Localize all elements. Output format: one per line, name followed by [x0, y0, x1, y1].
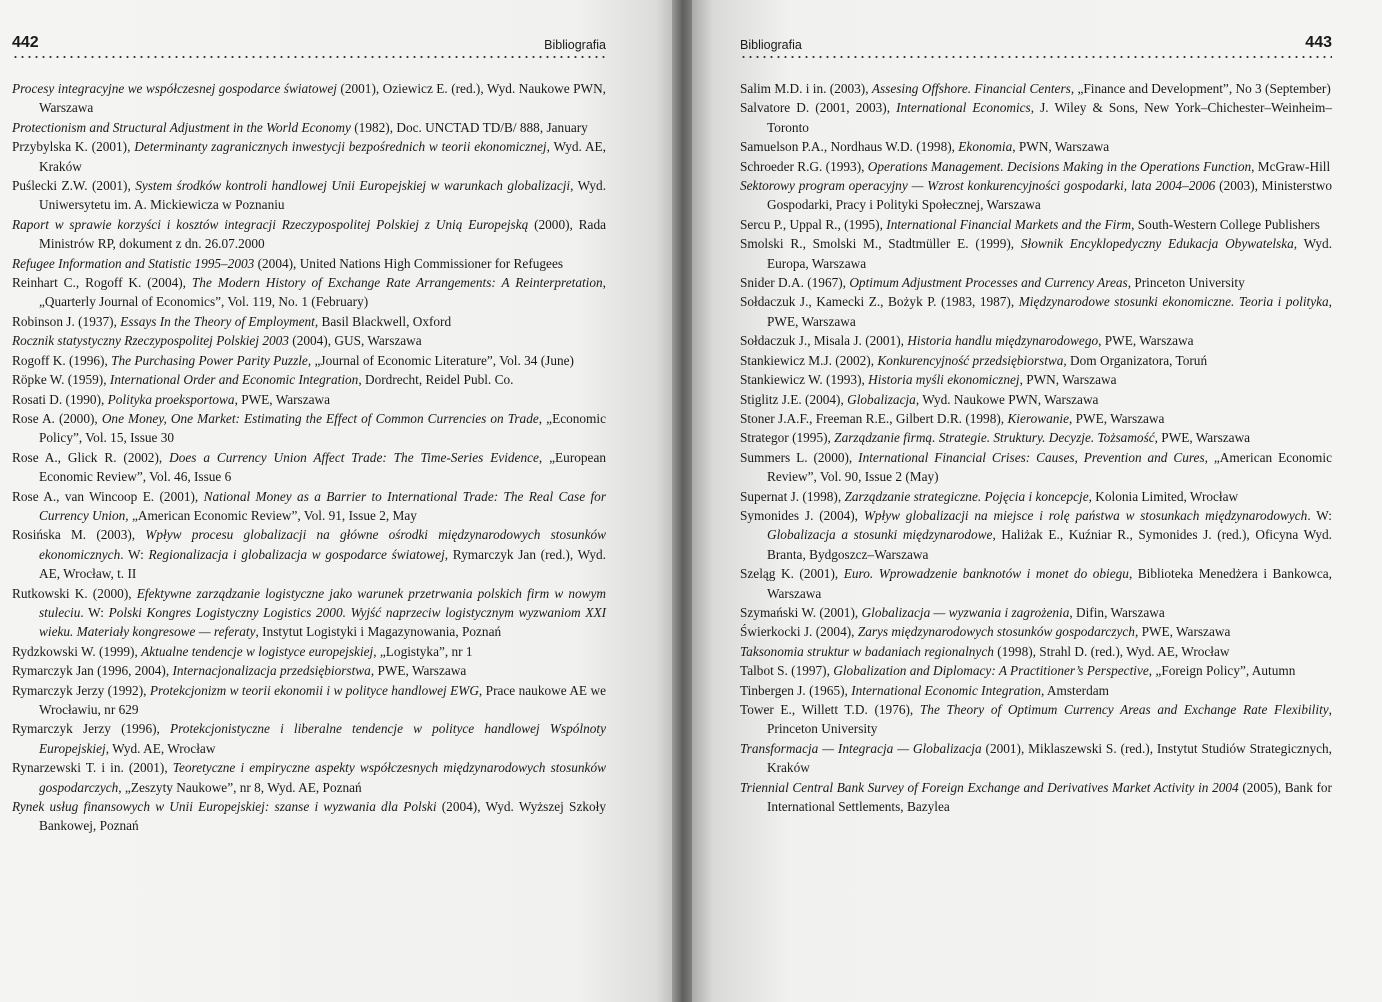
left-page-number: 442	[12, 34, 39, 51]
bibliography-entry	[740, 234, 1332, 273]
bibliography-entry	[12, 642, 606, 661]
bibliography-entry	[740, 79, 1332, 98]
entry-text: , „Zeszyty Naukowe”, nr 8, Wyd. AE, Poznań	[118, 779, 362, 795]
entry-title: Zarządzanie strategiczne. Pojęcia i koncepcje	[844, 488, 1089, 504]
entry-title: Assesing Offshore. Financial Centers	[871, 81, 1071, 96]
entry-text: Rymarczyk Jan (1996, 2004),	[12, 663, 173, 679]
entry-text: Tinbergen J. (1965),	[740, 682, 852, 698]
entry-title: Globalizacja a stosunki międzynarodowe	[767, 527, 993, 543]
entry-text: , PWE, Warszawa	[1154, 430, 1251, 446]
bibliography-entry	[740, 176, 1332, 215]
entry-text: , Wyd. Uniwersytetu im. A. Mickiewicza w Poznaniu	[39, 178, 607, 213]
entry-title: Rocznik statystyczny Rzeczypospolitej Polskiej 2003	[12, 333, 289, 349]
entry-title: National Money as a Barrier to International Trade: The Real Case for Currency Union	[39, 488, 606, 523]
entry-text: , „American Economic Review”, Vol. 91, Issue 2, May	[125, 507, 417, 523]
entry-text: Sercu P., Uppal R., (1995),	[740, 216, 887, 232]
entry-text: Rogoff K. (1996),	[12, 352, 112, 368]
bibliography-entry	[12, 797, 606, 836]
entry-title: International Economic Integration	[851, 682, 1042, 698]
entry-text: Talbot S. (1997),	[740, 663, 834, 679]
entry-text: , „Finance and Development”, No 3 (September)	[1070, 81, 1331, 96]
entry-title: Polski Kongres Logistyczny Logistics 2000. Wyjść naprzeciw logistycznym wyzwaniom XXI wieku. Materiały kongresowe — referaty	[39, 604, 606, 640]
right-page	[692, 0, 1382, 1002]
bibliography-entry	[12, 351, 606, 370]
bibliography-entry	[740, 661, 1332, 680]
entry-text: , Prace naukowe AE we Wrocławiu, nr 629	[39, 682, 606, 717]
entry-text: Sołdaczuk J., Kamecki Z., Bożyk P. (1983, 1987),	[740, 294, 1019, 310]
entry-title: Aktualne tendencje w logistyce europejskiej	[141, 643, 374, 659]
entry-text: . W:	[80, 604, 109, 620]
entry-text: , Basil Blackwell, Oxford	[314, 313, 452, 329]
bibliography-entry	[12, 719, 606, 758]
entry-title: Globalizacja	[847, 391, 916, 407]
entry-title: Protectionism and Structural Adjustment in the World Economy	[12, 119, 351, 135]
entry-text: , „Logistyka”, nr 1	[373, 643, 473, 659]
left-page-header	[12, 30, 606, 52]
entry-text: , Kolonia Limited, Wrocław	[1088, 488, 1239, 504]
entry-text: Snider D.A. (1967),	[740, 275, 850, 291]
entry-text: , J. Wiley & Sons, New York–Chichester–Weinheim–Toronto	[767, 100, 1332, 135]
entry-title: Zarządzanie firmą. Strategie. Struktury. Decyzje. Tożsamość	[834, 430, 1155, 446]
entry-text: , South-Western College Publishers	[1131, 216, 1320, 232]
entry-text: , PWE, Warszawa	[234, 391, 330, 407]
bibliography-entry	[12, 312, 606, 331]
entry-text: , PWN, Warszawa	[1012, 139, 1110, 155]
entry-title: Historia myśli ekonomicznej	[868, 372, 1020, 388]
entry-title: Transformacja — Integracja — Globalizacja	[740, 740, 982, 756]
bibliography-entry	[740, 351, 1332, 370]
bibliography-entry	[740, 642, 1332, 661]
entry-title: Kierowanie	[1007, 410, 1069, 426]
entry-title: Konkurencyjność przedsiębiorstwa	[877, 352, 1064, 368]
entry-title: Globalization and Diplomacy: A Practitioner’s Perspective	[833, 663, 1149, 679]
bibliography-entry	[12, 215, 606, 254]
bibliography-entry	[12, 487, 606, 526]
entry-text: , McGraw-Hill	[1251, 158, 1331, 174]
left-running-head: Bibliografia	[544, 38, 606, 52]
entry-text: Rose A. (2000),	[12, 410, 102, 426]
entry-text: (2004), United Nations High Commissioner for Refugees	[254, 255, 564, 271]
entry-title: Essays In the Theory of Employment	[120, 313, 315, 329]
entry-title: Raport w sprawie korzyści i kosztów integracji Rzeczypospolitej Polskiej z Unią Europejską	[12, 216, 529, 232]
entry-text: , „Quarterly Journal of Economics”, Vol. 119, No. 1 (February)	[39, 275, 606, 310]
entry-text: , Biblioteka Menedżera i Bankowca, Warszawa	[767, 566, 1332, 601]
entry-text: Rynarzewski T. i in. (2001),	[12, 760, 173, 776]
entry-title: Protekcjonizm w teorii ekonomii i w polityce handlowej EWG	[149, 682, 479, 698]
bibliography-entry	[12, 758, 606, 797]
entry-title: Does a Currency Union Affect Trade: The Time-Series Evidence	[169, 449, 539, 465]
entry-text: Rose A., Glick R. (2002),	[12, 449, 170, 465]
right-page-header	[740, 30, 1332, 52]
entry-title: Zarys międzynarodowych stosunków gospodarczych	[857, 624, 1135, 640]
entry-title: The Modern History of Exchange Rate Arrangements: A Reinterpretation	[191, 275, 603, 291]
entry-text: , Haliżak E., Kuźniar R., Symonides J. (red.), Oficyna Wyd. Branta, Bydgoszcz–Warszawa	[767, 527, 1332, 562]
bibliography-entry	[12, 254, 606, 273]
entry-title: The Theory of Optimum Currency Areas and Exchange Rate Flexibility	[919, 702, 1329, 717]
bibliography-entry	[740, 448, 1332, 487]
bibliography-entry	[740, 370, 1332, 389]
bibliography-entry	[740, 390, 1332, 409]
entry-title: International Financial Crises: Causes, Prevention and Cures	[858, 449, 1205, 465]
entry-text: Puślecki Z.W. (2001),	[12, 178, 136, 194]
entry-text: Świerkocki J. (2004),	[740, 624, 858, 640]
bibliography-entry	[740, 564, 1332, 603]
entry-text: , PWE, Warszawa	[1134, 624, 1231, 640]
entry-text: (2004), Wyd. Wyższej Szkoły Bankowej, Poznań	[39, 799, 606, 834]
right-page-number: 443	[1305, 34, 1332, 51]
bibliography-entry	[740, 428, 1332, 447]
entry-text: Robinson J. (1937),	[12, 313, 121, 329]
entry-text: Stiglitz J.E. (2004),	[740, 391, 848, 407]
bibliography-entry	[12, 137, 606, 176]
entry-title: Efektywne zarządzanie logistyczne jako warunek przetrwania polskich firm w nowym stuleciu	[39, 585, 606, 620]
bibliography-entry	[12, 661, 606, 680]
entry-title: Euro. Wprowadzenie banknotów i monet do obiegu	[843, 566, 1129, 582]
entry-title: Internacjonalizacja przedsiębiorstwa	[172, 663, 371, 679]
bibliography-entry	[12, 176, 606, 215]
entry-text: , Amsterdam	[1041, 682, 1109, 698]
entry-title: Operations Management. Decisions Making in the Operations Function	[867, 158, 1252, 174]
left-dotted-rule	[12, 55, 606, 59]
bibliography-entry	[12, 273, 606, 312]
bibliography-entry	[740, 700, 1332, 739]
entry-text: Smolski R., Smolski M., Stadtmüller E. (1999),	[740, 236, 1021, 252]
entry-text: , „American Economic Review”, Vol. 90, Issue 2 (May)	[767, 449, 1332, 485]
bibliography-entry	[740, 409, 1332, 428]
bibliography-entry	[740, 622, 1332, 641]
bibliography-entry	[740, 506, 1332, 564]
entry-text: Symonides J. (2004),	[740, 507, 864, 523]
bibliography-entry	[12, 118, 606, 137]
entry-text: , Wyd. Naukowe PWN, Warszawa	[915, 391, 1099, 407]
entry-text: , Dom Organizatora, Toruń	[1063, 352, 1208, 368]
entry-text: , Princeton University	[767, 702, 1332, 737]
entry-text: , PWE, Warszawa	[767, 294, 1332, 329]
bibliography-entry	[740, 778, 1332, 817]
entry-title: Determinanty zagranicznych inwestycji bezpośrednich w teorii ekonomicznej	[134, 139, 547, 155]
bibliography-entry	[12, 681, 606, 720]
entry-text: Stankiewicz W. (1993),	[740, 372, 869, 388]
entry-title: International Order and Economic Integration	[109, 372, 359, 388]
entry-title: Globalizacja — wyzwania i zagrożenia	[861, 604, 1070, 620]
entry-title: Taksonomia struktur w badaniach regionalnych	[740, 643, 994, 659]
entry-text: , Princeton University	[1127, 275, 1245, 291]
entry-text: , „Economic Policy”, Vol. 15, Issue 30	[39, 410, 606, 446]
bibliography-entry	[740, 331, 1332, 350]
entry-title: Triennial Central Bank Survey of Foreign Exchange and Derivatives Market Activity in 2004	[740, 779, 1239, 795]
right-running-head: Bibliografia	[740, 38, 802, 52]
right-dotted-rule	[740, 55, 1332, 59]
entry-text: , PWE, Warszawa	[1098, 333, 1194, 349]
entry-title: Procesy integracyjne we współczesnej gospodarce światowej	[12, 81, 337, 96]
bibliography-entry	[12, 370, 606, 389]
entry-title: Regionalizacja i globalizacja w gospodarce światowej	[148, 546, 445, 562]
left-page	[0, 0, 676, 1002]
entry-text: Strategor (1995),	[740, 430, 835, 446]
entry-text: , Wyd. Europa, Warszawa	[767, 236, 1333, 271]
entry-text: , PWN, Warszawa	[1019, 372, 1117, 388]
entry-text: (2001), Miklaszewski S. (red.), Instytut Studiów Strategicznych, Kraków	[767, 740, 1332, 776]
entry-title: International Economics	[896, 100, 1031, 116]
entry-title: Wpływ procesu globalizacji na główne ośrodki międzynarodowych stosunków ekonomicznych	[39, 527, 606, 562]
bibliography-entry	[740, 739, 1332, 778]
entry-text: Summers L. (2000),	[740, 449, 859, 465]
entry-text: Samuelson P.A., Nordhaus W.D. (1998),	[740, 139, 959, 155]
entry-text: (1998), Strahl D. (red.), Wyd. AE, Wrocław	[993, 643, 1230, 659]
entry-text: , Difin, Warszawa	[1069, 604, 1165, 620]
entry-title: Polityka proeksportowa	[107, 391, 235, 407]
entry-title: Protekcjonistyczne i liberalne tendencje w polityce handlowej Wspólnoty Europejskiej	[39, 721, 607, 756]
entry-text: Szeląg K. (2001),	[740, 566, 844, 582]
entry-title: Teoretyczne i empiryczne aspekty współczesnych międzynarodowych stosunków gospodarczych	[39, 760, 606, 795]
entry-text: , Rymarczyk Jan (red.), Wyd. AE, Wrocław, t. II	[39, 546, 606, 582]
bibliography-entry	[12, 448, 606, 487]
entry-text: Schroeder R.G. (1993),	[740, 158, 868, 174]
entry-title: Refugee Information and Statistic 1995–2003	[12, 255, 255, 271]
entry-text: Przybylska K. (2001),	[12, 139, 135, 155]
entry-text: , Dordrecht, Reidel Publ. Co.	[358, 372, 514, 388]
entry-title: System środków kontroli handlowej Unii Europejskiej w warunkach globalizacji	[135, 178, 571, 194]
entry-title: Optimum Adjustment Processes and Currency Areas	[849, 275, 1128, 291]
bibliography-entry	[740, 603, 1332, 622]
bibliography-entry	[740, 215, 1332, 234]
entry-title: Historia handlu międzynarodowego	[907, 333, 1099, 349]
entry-text: Rymarczyk Jerzy (1992),	[12, 682, 150, 698]
bibliography-entry	[12, 79, 606, 118]
entry-title: The Purchasing Power Parity Puzzle	[111, 352, 308, 368]
entry-text: (2004), GUS, Warszawa	[288, 333, 422, 349]
entry-title: Międzynarodowe stosunki ekonomiczne. Teoria i polityka	[1018, 294, 1329, 310]
entry-text: Stankiewicz M.J. (2002),	[740, 352, 878, 368]
entry-text: Sołdaczuk J., Misala J. (2001),	[740, 333, 908, 349]
entry-title: International Financial Markets and the Firm	[886, 216, 1132, 232]
entry-text: (2005), Bank for International Settlements, Bazylea	[767, 779, 1332, 815]
entry-text: , Wyd. AE, Kraków	[39, 139, 606, 174]
bibliography-entry	[740, 681, 1332, 700]
bibliography-entry	[740, 292, 1332, 331]
entry-text: Szymański W. (2001),	[740, 604, 862, 620]
bibliography-entry	[740, 98, 1332, 137]
entry-text: Salvatore D. (2001, 2003),	[740, 100, 897, 116]
entry-text: , „European Economic Review”, Vol. 46, Issue 6	[39, 449, 606, 485]
entry-title: Sektorowy program operacyjny — Wzrost konkurencyjności gospodarki, lata 2004–2006	[740, 178, 1216, 194]
entry-text: , „Foreign Policy”, Autumn	[1148, 663, 1296, 679]
entry-text: . W:	[120, 546, 149, 562]
entry-title: Ekonomia	[958, 139, 1013, 155]
entry-text: Stoner J.A.F., Freeman R.E., Gilbert D.R. (1998),	[740, 410, 1008, 426]
entry-text: Supernat J. (1998),	[740, 488, 845, 504]
entry-text: Röpke W. (1959),	[12, 372, 110, 388]
entry-text: (2003), Ministerstwo Gospodarki, Pracy i Polityki Społecznej, Warszawa	[767, 178, 1332, 213]
entry-text: , PWE, Warszawa	[370, 663, 467, 679]
bibliography-entry	[12, 584, 606, 642]
entry-text: Rosati D. (1990),	[12, 391, 108, 407]
entry-text: (2000), Rada Ministrów RP, dokument z dn. 26.07.2000	[39, 216, 606, 252]
entry-text: . W:	[1307, 507, 1332, 523]
entry-title: Wpływ globalizacji na miejsce i rolę państwa w stosunkach międzynarodowych	[863, 507, 1308, 523]
bibliography-entry	[12, 409, 606, 448]
entry-title: One Money, One Market: Estimating the Effect of Common Currencies on Trade	[101, 410, 539, 426]
entry-text: , PWE, Warszawa	[1069, 410, 1165, 426]
bibliography-entry	[12, 331, 606, 350]
entry-text: Rose A., van Wincoop E. (2001),	[12, 488, 204, 504]
entry-title: Słownik Encyklopedyczny Edukacja Obywatelska	[1020, 236, 1294, 252]
entry-title: Rynek usług finansowych w Unii Europejskiej: szanse i wyzwania dla Polski	[12, 799, 437, 815]
bibliography-entry	[740, 273, 1332, 292]
entry-text: Salim M.D. i in. (2003),	[740, 81, 872, 96]
bibliography-entry	[12, 525, 606, 583]
right-bibliography-list	[740, 79, 1332, 816]
bibliography-entry	[740, 157, 1332, 176]
entry-text: , Instytut Logistyki i Magazynowania, Poznań	[255, 624, 502, 640]
entry-text: , Wyd. AE, Wrocław	[105, 740, 216, 756]
entry-text: Rosińska M. (2003),	[12, 527, 146, 543]
bibliography-entry	[740, 137, 1332, 156]
entry-text: Rydzkowski W. (1999),	[12, 643, 142, 659]
left-bibliography-list	[12, 79, 606, 836]
bibliography-entry	[12, 390, 606, 409]
entry-text: Rutkowski K. (2000),	[12, 585, 137, 601]
bibliography-entry	[740, 487, 1332, 506]
entry-text: Tower E., Willett T.D. (1976),	[740, 702, 920, 717]
entry-text: , „Journal of Economic Literature”, Vol. 34 (June)	[307, 352, 574, 368]
entry-text: Rymarczyk Jerzy (1996),	[12, 721, 170, 737]
entry-text: Reinhart C., Rogoff K. (2004),	[12, 275, 192, 291]
entry-text: (1982), Doc. UNCTAD TD/B/ 888, January	[350, 119, 588, 135]
entry-text: (2001), Oziewicz E. (red.), Wyd. Naukowe PWN, Warszawa	[39, 81, 606, 116]
